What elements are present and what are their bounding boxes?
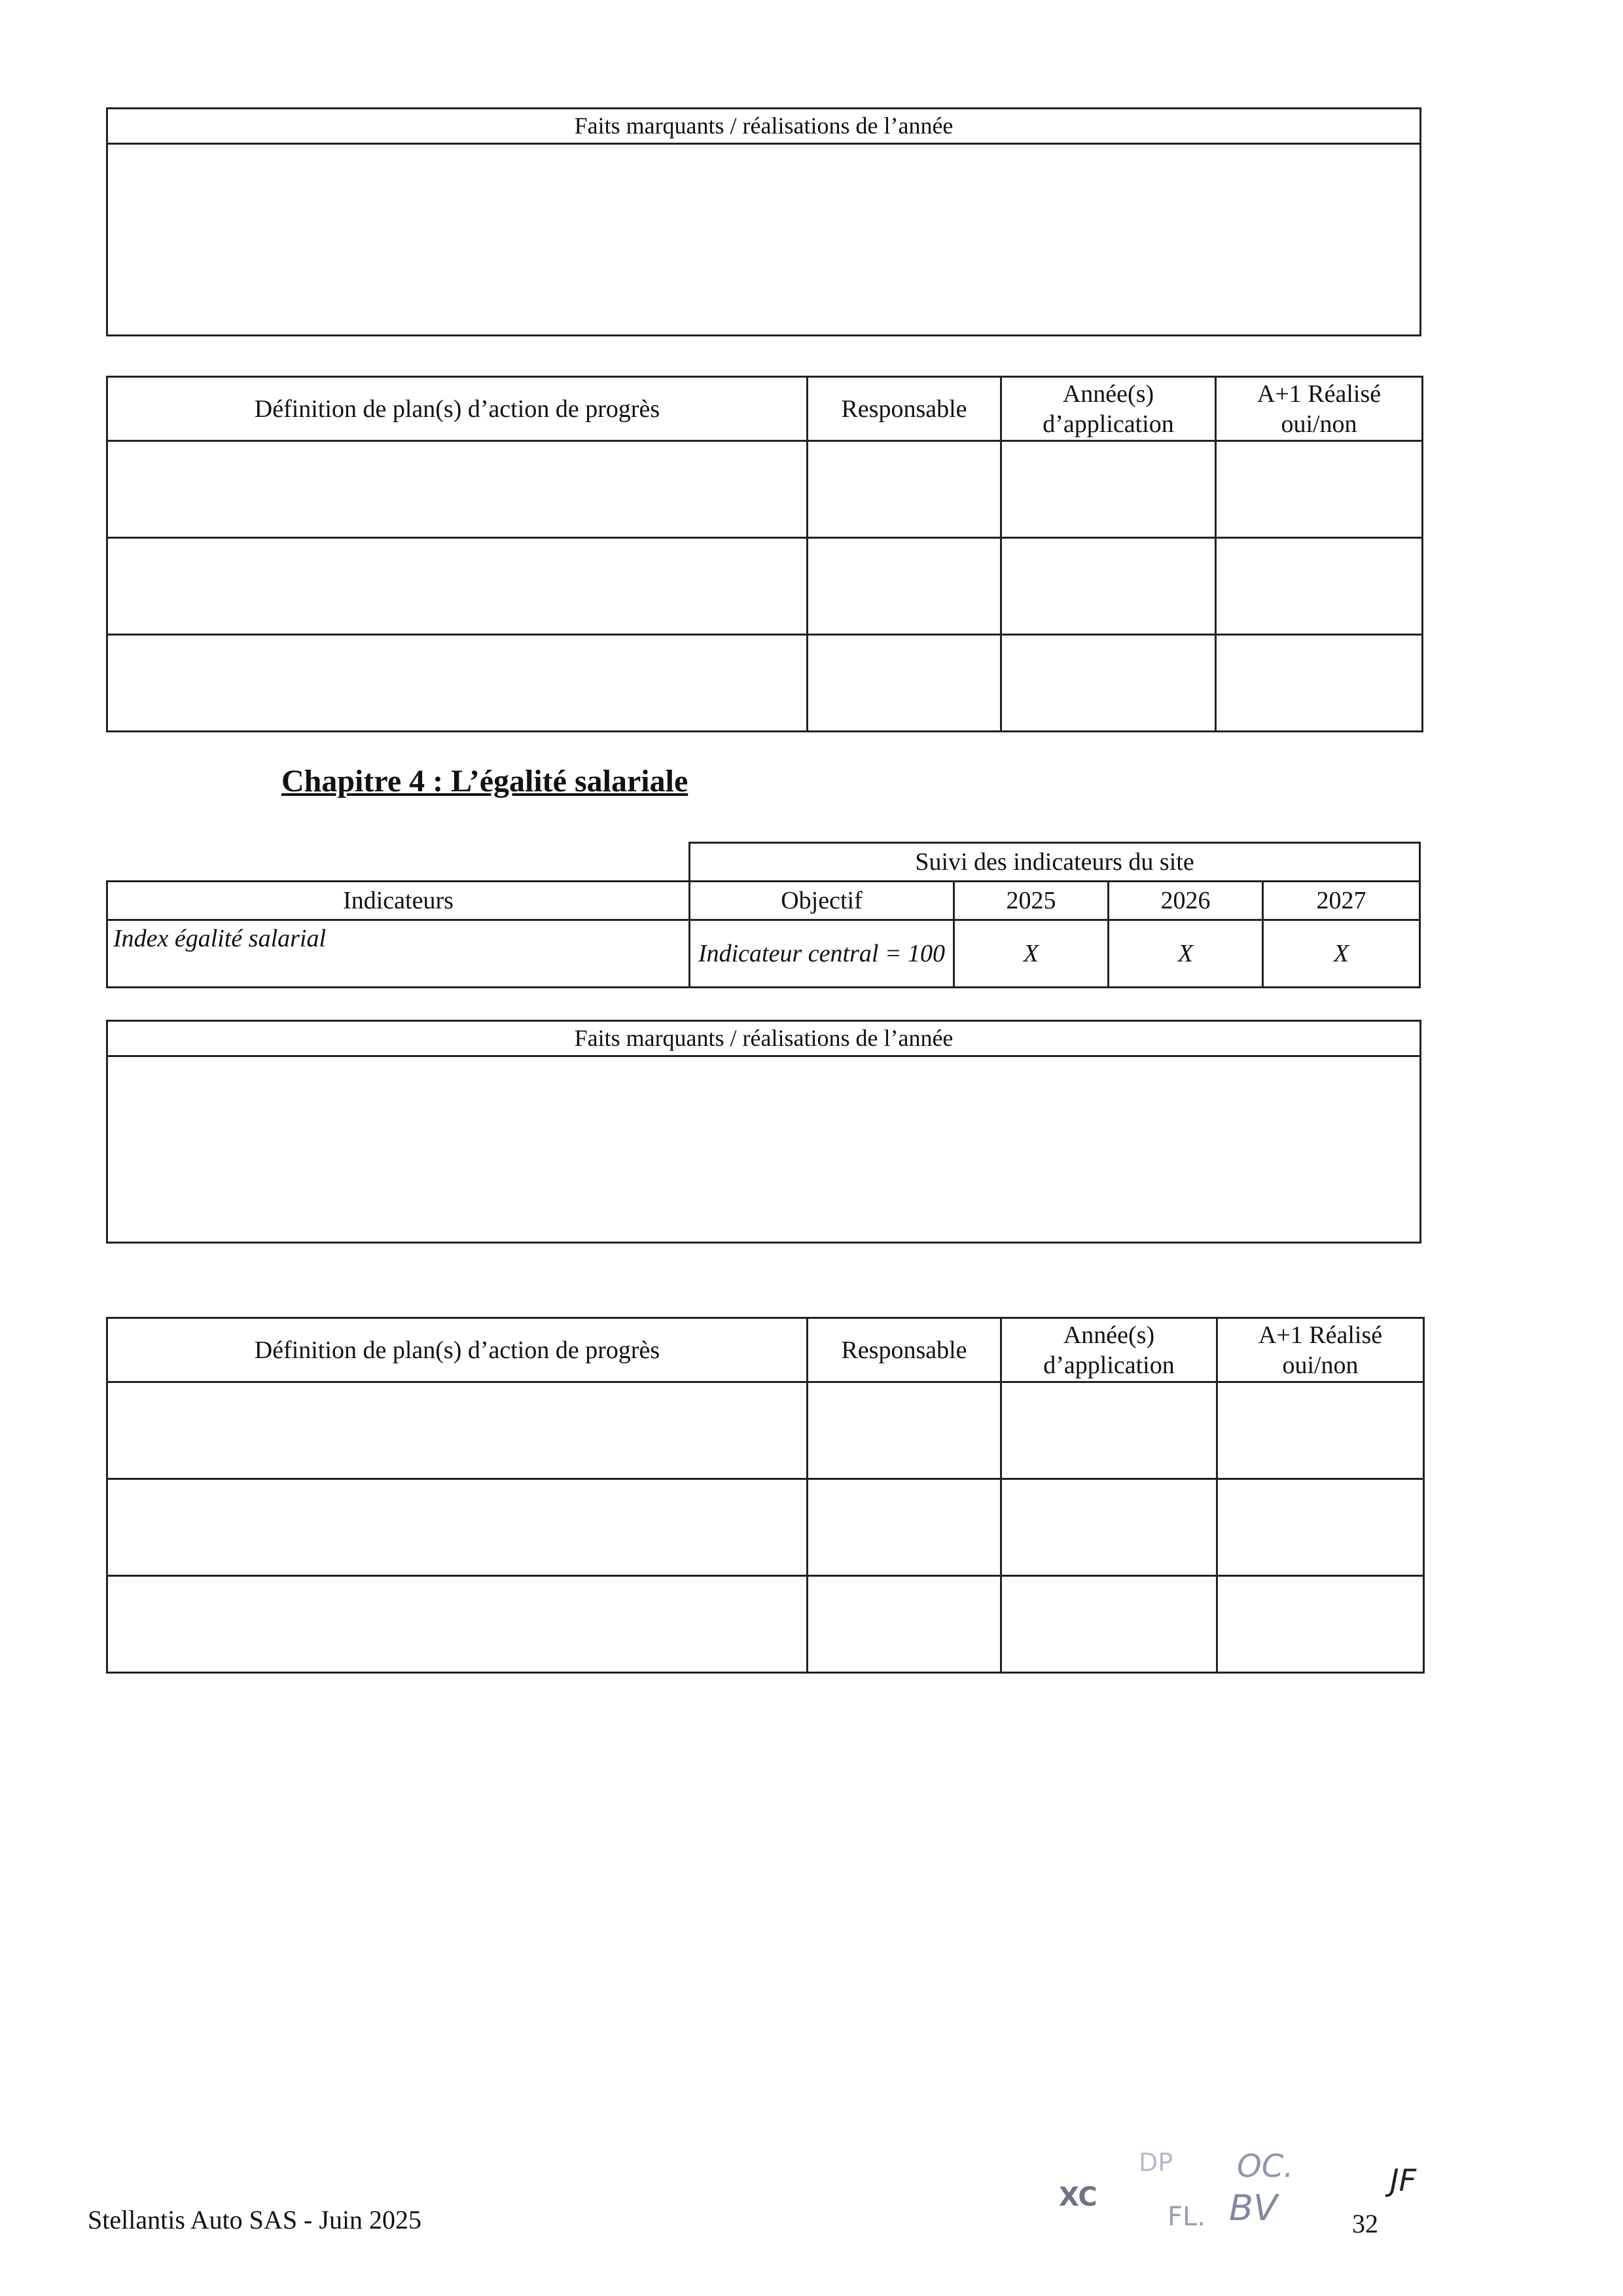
cell-empty[interactable] [1001, 1576, 1217, 1673]
cell-empty[interactable] [1216, 635, 1423, 732]
col-header-responsable: Responsable [808, 377, 1001, 441]
cell-empty[interactable] [1216, 441, 1423, 538]
action-plan-table-1 [106, 376, 1423, 732]
cell-empty[interactable] [107, 1479, 808, 1576]
cell-empty[interactable] [808, 441, 1001, 538]
cell-empty[interactable] [1001, 635, 1216, 732]
table-row [107, 1479, 1424, 1576]
cell-empty[interactable] [107, 1382, 808, 1479]
cell-empty[interactable] [1216, 538, 1423, 635]
indicator-2027: X [1263, 920, 1420, 988]
cell-empty[interactable] [1217, 1479, 1424, 1576]
col-header-2025: 2025 [954, 882, 1109, 920]
cell-empty[interactable] [1001, 538, 1216, 635]
group-header-suivi: Suivi des indicateurs du site [690, 843, 1420, 882]
col-header-realise: A+1 Réalisé oui/non [1216, 377, 1423, 441]
cell-empty[interactable] [107, 1576, 808, 1673]
indicator-2026: X [1109, 920, 1263, 988]
col-header-responsable: Responsable [808, 1318, 1001, 1382]
faits-marquants-header: Faits marquants / réalisations de l’année [108, 1022, 1419, 1057]
initials-jf: JF [1390, 2162, 1417, 2198]
cell-empty[interactable] [1217, 1576, 1424, 1673]
page-number: 32 [1352, 2209, 1378, 2238]
col-header-annees: Année(s) d’application [1001, 1318, 1217, 1382]
indicator-objective: Indicateur central = 100 [690, 920, 954, 988]
cell-empty[interactable] [808, 635, 1001, 732]
indicator-name: Index égalité salarial [107, 920, 690, 988]
table-row [107, 635, 1423, 732]
col-header-indicateurs: Indicateurs [107, 882, 690, 920]
cell-empty[interactable] [107, 441, 808, 538]
cell-empty[interactable] [107, 635, 808, 732]
table-row [107, 920, 1420, 988]
initials-xc: XC [1059, 2182, 1097, 2212]
cell-empty[interactable] [1217, 1382, 1424, 1479]
col-header-2026: 2026 [1109, 882, 1263, 920]
indicator-2025: X [954, 920, 1109, 988]
initials-oc: OC. [1237, 2148, 1294, 2185]
cell-empty[interactable] [808, 1576, 1001, 1673]
indicators-table [106, 842, 1421, 988]
col-header-definition: Définition de plan(s) d’action de progrès [107, 377, 808, 441]
initials-bv: BV [1229, 2187, 1277, 2229]
col-header-objectif: Objectif [690, 882, 954, 920]
col-header-definition: Définition de plan(s) d’action de progrès [107, 1318, 808, 1382]
col-header-realise: A+1 Réalisé oui/non [1217, 1318, 1424, 1382]
cell-empty[interactable] [107, 538, 808, 635]
initials-fl: FL. [1168, 2202, 1206, 2232]
cell-empty[interactable] [808, 1479, 1001, 1576]
chapter-title: Chapitre 4 : L’égalité salariale [281, 764, 688, 798]
initials-dp: DP [1139, 2148, 1173, 2177]
cell-empty[interactable] [808, 1382, 1001, 1479]
col-header-annees: Année(s) d’application [1001, 377, 1216, 441]
footer-company: Stellantis Auto SAS - Juin 2025 [88, 2205, 422, 2234]
cell-empty[interactable] [1001, 441, 1216, 538]
table-row [107, 538, 1423, 635]
cell-empty[interactable] [1001, 1479, 1217, 1576]
action-plan-table-2 [106, 1317, 1425, 1674]
faits-marquants-box-1 [106, 107, 1421, 336]
cell-empty[interactable] [808, 538, 1001, 635]
faits-marquants-header: Faits marquants / réalisations de l’année [108, 109, 1419, 145]
table-row [107, 441, 1423, 538]
col-header-2027: 2027 [1263, 882, 1420, 920]
faits-marquants-box-2 [106, 1020, 1421, 1244]
table-row [107, 1382, 1424, 1479]
cell-empty[interactable] [1001, 1382, 1217, 1479]
table-row [107, 1576, 1424, 1673]
empty-corner [107, 843, 690, 882]
